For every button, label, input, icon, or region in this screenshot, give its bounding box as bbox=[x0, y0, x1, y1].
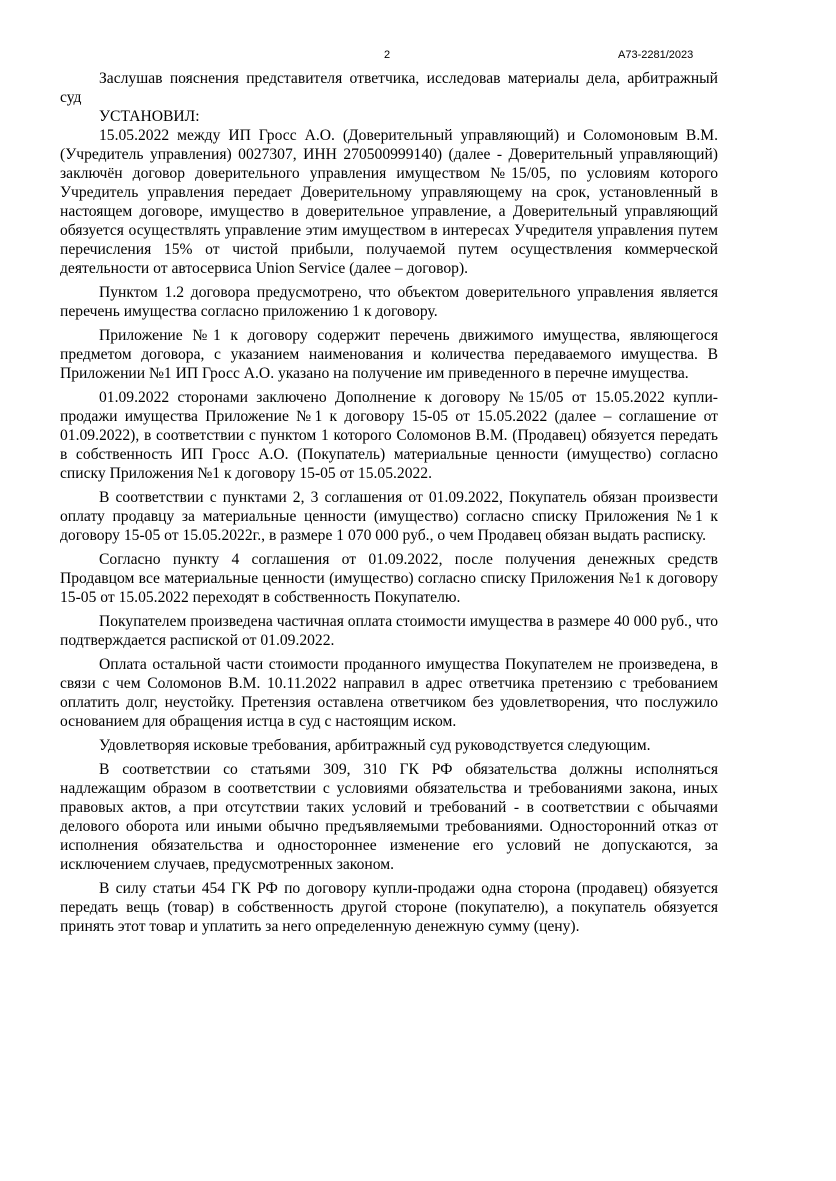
paragraph-supplement: 01.09.2022 сторонами заключено Дополнение к договору №15/05 от 15.05.2022 купли-продажи имущества Приложение №1 к договору 15-05 от 15.05.2022 (далее – соглашение от 01.09.2022), в соответствии с пунктом 1 которого Соломонов В.М. (Продавец) обязуется передать в собственность ИП Гросс А.О. (Покупатель) материальные ценности (имущество) согласно списку Приложения №1 к договору 15-05 от 15.05.2022. bbox=[60, 389, 718, 482]
paragraph-claim: Оплата остальной части стоимости проданного имущества Покупателем не произведена, в связи с чем Соломонов В.М. 10.11.2022 направил в адрес ответчика претензию с требованием оплатить долг, неустойку. Претензия оставлена ответчиком без удовлетворения, что послужило основанием для обращения истца в суд с настоящим иском. bbox=[60, 656, 718, 730]
paragraph-article-454: В силу статьи 454 ГК РФ по договору купли-продажи одна сторона (продавец) обязуется передать вещь (товар) в собственность другой стороне (покупателю), а покупатель обязуется принять этот товар и уплатить за него определенную денежную сумму (цену). bbox=[60, 880, 718, 935]
paragraph-partial-payment: Покупателем произведена частичная оплата стоимости имущества в размере 40 000 руб., что подтверждается распиской от 01.09.2022. bbox=[60, 613, 718, 649]
paragraph-articles-309-310: В соответствии со статьями 309, 310 ГК РФ обязательства должны исполняться надлежащим образом в соответствии с условиями обязательства и требованиями закона, иных правовых актов, а при отсутствии таких условий и требований - в соответствии с обычаями делового оборота или иными обычно предъявляемыми требованиями. Односторонний отказ от исполнения обязательства и одностороннее изменение его условий не допускаются, за исключением случаев, предусмотренных законом. bbox=[60, 761, 718, 873]
paragraph-appendix-1: Приложение №1 к договору содержит перечень движимого имущества, являющегося предметом договора, с указанием наименования и количества передаваемого имущества. В Приложении №1 ИП Гросс А.О. указано на получение им приведенного в перечне имущества. bbox=[60, 327, 718, 382]
document-body bbox=[60, 69, 718, 941]
heading-established: УСТАНОВИЛ: bbox=[99, 108, 200, 125]
page-number: 2 bbox=[384, 49, 391, 61]
paragraph-intro: Заслушав пояснения представителя ответчика, исследовав материалы дела, арбитражный суд bbox=[60, 70, 718, 106]
paragraph-court-reasoning: Удовлетворяя исковые требования, арбитражный суд руководствуется следующим. bbox=[99, 737, 651, 754]
paragraph-payment-terms: В соответствии с пунктами 2, 3 соглашения от 01.09.2022, Покупатель обязан произвести оплату продавцу за материальные ценности (имущество) согласно списку Приложения №1 к договору 15-05 от 15.05.2022г., в размере 1 070 000 руб., о чем Продавец обязан выдать расписку. bbox=[60, 489, 718, 544]
paragraph-ownership-transfer: Согласно пункту 4 соглашения от 01.09.2022, после получения денежных средств Продавцом все материальные ценности (имущество) согласно списку Приложения №1 к договору 15-05 от 15.05.2022 переходят в собственность Покупателю. bbox=[60, 551, 718, 606]
paragraph-contract: 15.05.2022 между ИП Гросс А.О. (Доверительный управляющий) и Соломоновым В.М. (Учредитель управления) 0027307, ИНН 270500999140) (далее - Доверительный управляющий) заключён договор доверительного управления имуществом №15/05, по условиям которого Учредитель управления передает Доверительному управляющему на срок, установленный в настоящем договоре, имущество в доверительное управление, а Доверительный управляющий обязуется осуществлять управление этим имуществом в интересах Учредителя управления путем перечисления 15% от чистой прибыли, получаемой путем осуществления коммерческой деятельности от автосервиса Union Service (далее – договор). bbox=[60, 127, 718, 277]
paragraph-clause-1-2: Пунктом 1.2 договора предусмотрено, что объектом доверительного управления является перечень имущества согласно приложению 1 к договору. bbox=[60, 284, 718, 320]
case-number: А73-2281/2023 bbox=[618, 49, 694, 61]
